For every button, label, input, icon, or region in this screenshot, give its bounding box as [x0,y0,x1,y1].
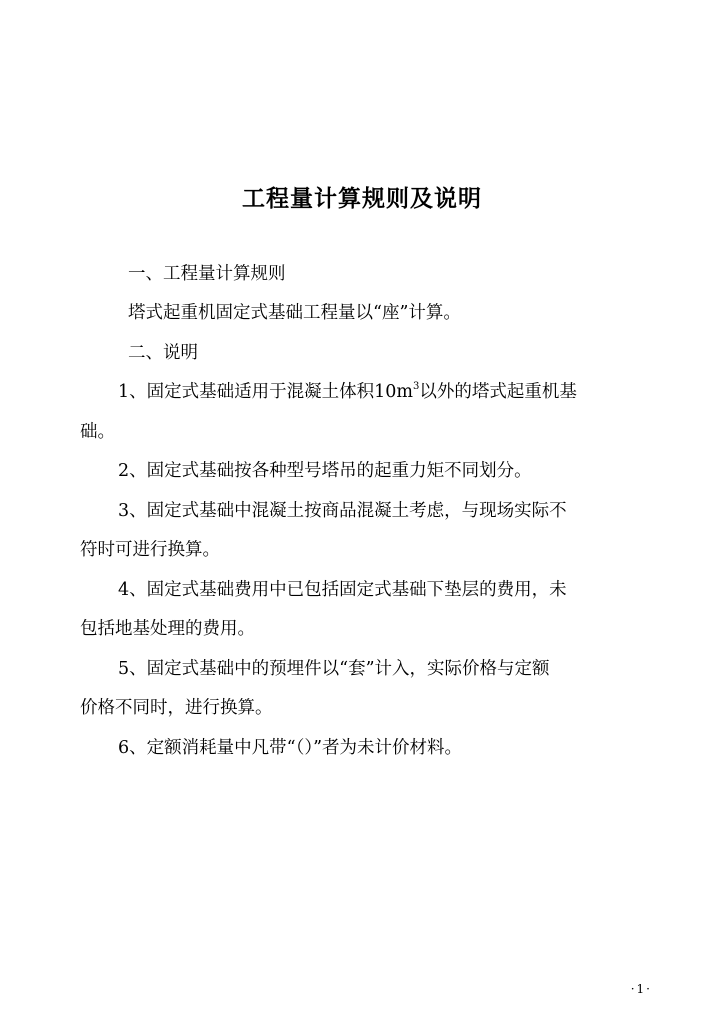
item-5-line-2: 价格不同时，进行换算。 [80,698,273,718]
item-1-superscript: 3 [413,381,420,392]
section2-heading: 二、说明 [128,343,198,363]
item-6-line-1: 6、定额消耗量中凡带“（）”者为未计价材料。 [118,738,463,758]
item-3-line-2: 符时可进行换算。 [80,540,220,560]
item-5-line-1: 5、固定式基础中的预埋件以“套”计入，实际价格与定额 [118,659,550,679]
item-1-line-2: 础。 [80,422,115,442]
item-1-line-1 [80,373,577,415]
section1-text: 塔式起重机固定式基础工程量以“座”计算。 [128,303,461,323]
document-title: 工程量计算规则及说明 [242,186,482,212]
item-2-line-1: 2、固定式基础按各种型号塔吊的起重力矩不同划分。 [118,461,532,481]
section1-heading: 一、工程量计算规则 [128,264,286,284]
item-1-text-pre: 1、固定式基础适用于混凝土体积10m [118,382,413,402]
item-3-line-1: 3、固定式基础中混凝土按商品混凝土考虑，与现场实际不 [118,501,567,521]
item-4-line-1: 4、固定式基础费用中已包括固定式基础下垫层的费用，未 [118,580,567,600]
page-number: ·1· [630,982,652,996]
item-1-text-post: 以外的塔式起重机基 [419,382,577,402]
item-4-line-2: 包括地基处理的费用。 [80,619,255,639]
